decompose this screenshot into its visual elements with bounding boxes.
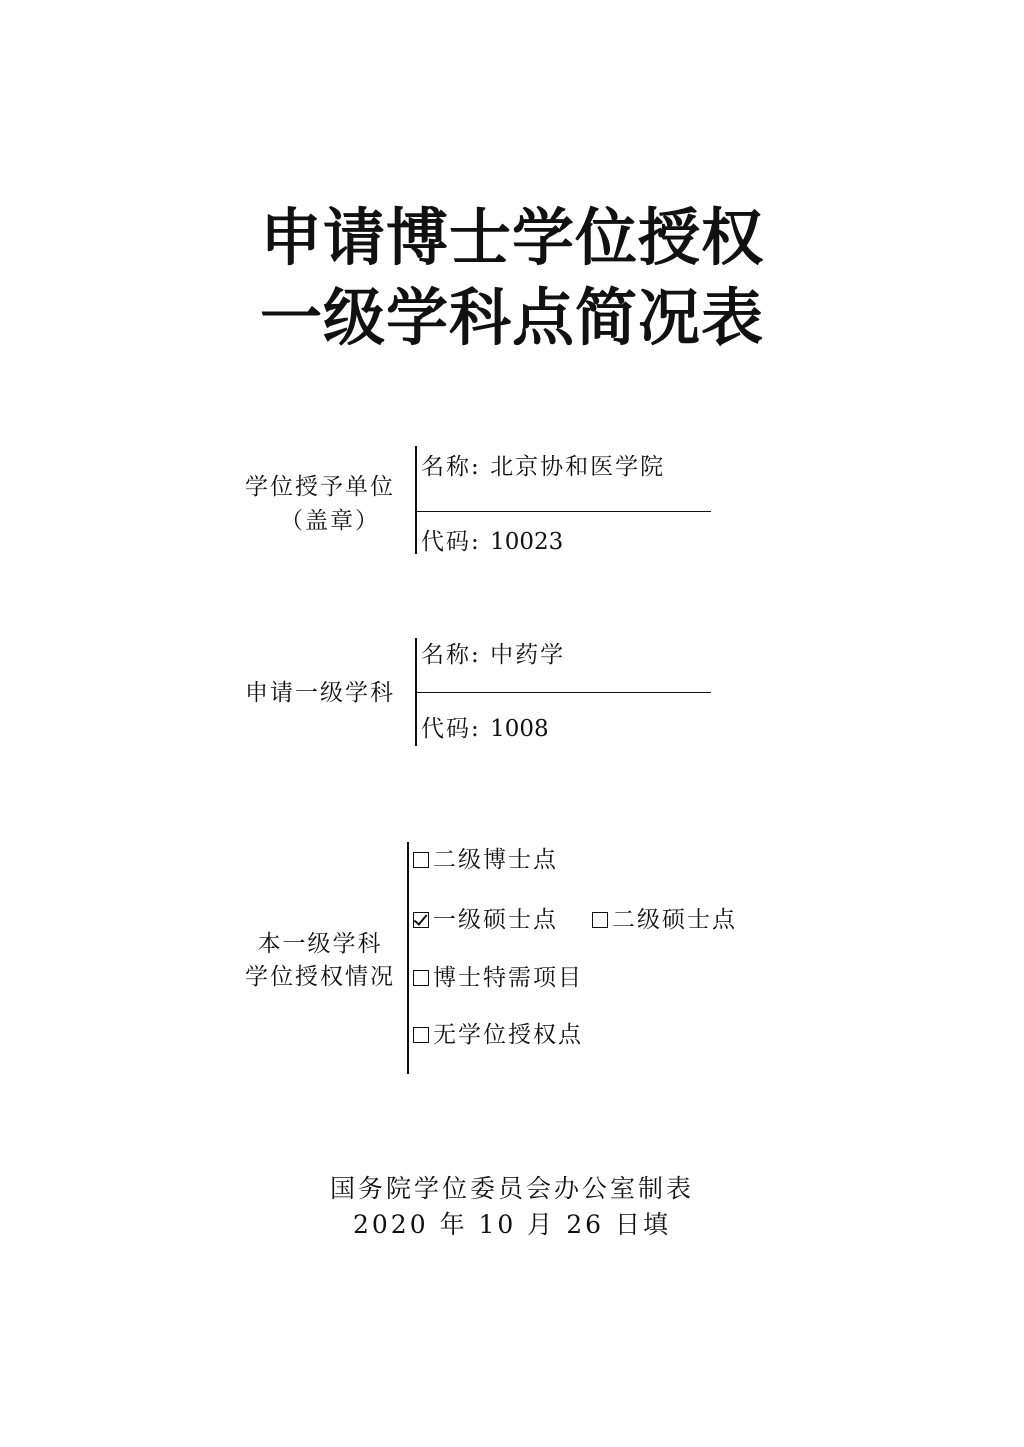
unit-code-label: 代码: [421,529,481,555]
discipline-label: 申请一级学科 [245,680,395,706]
title-line-1: 申请博士学位授权 [259,201,764,274]
option-label: 博士特需项目 [433,965,583,991]
status-label-line-2: 学位授权情况 [245,964,395,990]
status-divider-vertical [407,842,409,1074]
unit-label-line-2: （盖章） [280,508,380,534]
unit-divider-horizontal [415,511,711,512]
checkbox-icon[interactable] [413,970,429,986]
unit-code-value: 10023 [490,529,564,555]
option-secondary-doctoral[interactable] [413,845,558,875]
discipline-name-field [421,640,565,670]
discipline-code-field [421,714,549,744]
discipline-code-label: 代码: [421,716,481,742]
option-label: 二级博士点 [433,847,558,873]
footer-issuer: 国务院学位委员会办公室制表 [329,1174,694,1203]
checkbox-icon[interactable] [413,1027,429,1043]
checkbox-icon[interactable] [592,912,608,928]
discipline-name-label: 名称: [421,642,481,668]
title-line-2: 一级学科点简况表 [259,281,764,354]
checkbox-icon[interactable] [413,852,429,868]
discipline-divider-horizontal [415,692,711,693]
option-doctoral-special[interactable] [413,963,583,993]
footer-date: 2020 年 10 月 26 日填 [353,1210,671,1239]
option-label: 无学位授权点 [433,1022,583,1048]
option-label: 一级硕士点 [433,907,558,933]
unit-divider-vertical [415,446,417,554]
unit-code-field [421,527,563,557]
status-label-line-1: 本一级学科 [257,931,383,957]
unit-name-label: 名称: [421,454,481,480]
unit-label-line-1: 学位授予单位 [245,474,395,500]
unit-name-field [421,452,665,482]
option-secondary-master[interactable] [592,905,737,935]
checkbox-checked-icon[interactable] [413,912,429,928]
discipline-name-value: 中药学 [490,642,566,668]
option-label: 二级硕士点 [612,907,737,933]
discipline-code-value: 1008 [490,716,549,742]
unit-name-value: 北京协和医学院 [490,454,666,480]
option-primary-master[interactable] [413,905,558,935]
option-no-authorization[interactable] [413,1020,583,1050]
